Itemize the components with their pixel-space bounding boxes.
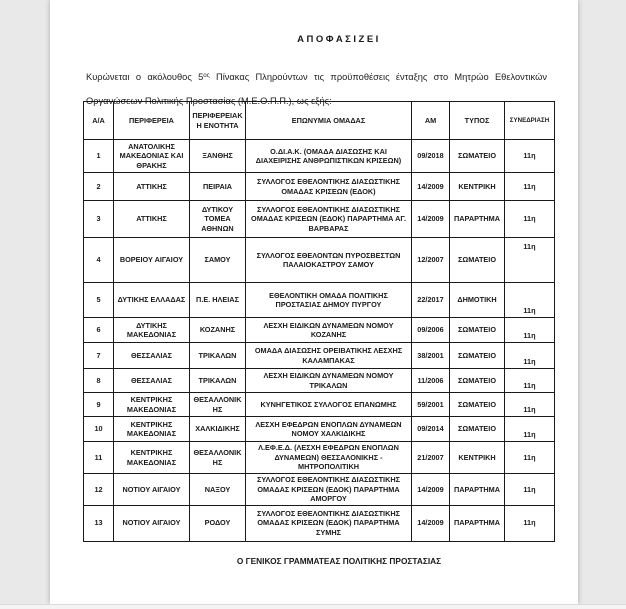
table-header xyxy=(84,102,555,140)
cell-aa: 8 xyxy=(84,369,114,393)
cell-type: ΣΩΜΑΤΕΙΟ xyxy=(450,140,505,173)
cell-session: 11η xyxy=(505,343,555,369)
cell-aa: 7 xyxy=(84,343,114,369)
cell-region: ΝΟΤΙΟΥ ΑΙΓΑΙΟΥ xyxy=(114,474,190,506)
cell-aa: 1 xyxy=(84,140,114,173)
document-page xyxy=(50,0,578,604)
table-row xyxy=(84,140,555,173)
cell-unit: ΞΑΝΘΗΣ xyxy=(190,140,246,173)
cell-type: ΠΑΡΑΡΤΗΜΑ xyxy=(450,505,505,541)
cell-am: 09/2014 xyxy=(412,417,450,442)
cell-name: ΣΥΛΛΟΓΟΣ ΕΘΕΛΟΝΤΙΚΗΣ ΔΙΑΣΩΣΤΙΚΗΣ ΟΜΑΔΑΣ ΚΡΙΣΕΩΝ (ΕΔΟΚ) ΠΑΡΑΡΤΗΜΑ ΑΜΟΡΓΟΥ xyxy=(246,474,412,506)
cell-name: Λ.ΕΦ.Ε.Δ. (ΛΕΣΧΗ ΕΦΕΔΡΩΝ ΕΝΟΠΛΩΝ ΔΥΝΑΜΕΩΝ) ΘΕΣΣΑΛΟΝΙΚΗΣ - ΜΗΤΡΟΠΟΛΙΤΙΚΗ xyxy=(246,442,412,474)
table-row xyxy=(84,393,555,417)
cell-region: ΘΕΣΣΑΛΙΑΣ xyxy=(114,369,190,393)
cell-session: 11η xyxy=(505,283,555,318)
column-header-5: ΑΜ xyxy=(412,102,450,140)
table-row xyxy=(84,201,555,238)
cell-session: 11η xyxy=(505,238,555,283)
cell-session: 11η xyxy=(505,417,555,442)
cell-aa: 2 xyxy=(84,173,114,201)
cell-am: 14/2009 xyxy=(412,173,450,201)
table-row xyxy=(84,474,555,506)
ordinal-superscript: ος xyxy=(203,72,210,80)
cell-unit: ΧΑΛΚΙΔΙΚΗΣ xyxy=(190,417,246,442)
table-row xyxy=(84,343,555,369)
cell-region: ΔΥΤΙΚΗΣ ΜΑΚΕΔΟΝΙΑΣ xyxy=(114,318,190,343)
cell-aa: 11 xyxy=(84,442,114,474)
cell-session: 11η xyxy=(505,505,555,541)
cell-type: ΣΩΜΑΤΕΙΟ xyxy=(450,417,505,442)
cell-name: ΛΕΣΧΗ ΕΦΕΔΡΩΝ ΕΝΟΠΛΩΝ ΔΥΝΑΜΕΩΝ ΝΟΜΟΥ ΧΑΛΚΙΔΙΚΗΣ xyxy=(246,417,412,442)
column-header-6: ΤΥΠΟΣ xyxy=(450,102,505,140)
volunteer-organizations-table xyxy=(83,101,555,542)
column-header-7: ΣΥΝΕΔΡΙΑΣΗ xyxy=(505,102,555,140)
cell-region: ΑΝΑΤΟΛΙΚΗΣ ΜΑΚΕΔΟΝΙΑΣ ΚΑΙ ΘΡΑΚΗΣ xyxy=(114,140,190,173)
cell-name: ΛΕΣΧΗ ΕΙΔΙΚΩΝ ΔΥΝΑΜΕΩΝ ΝΟΜΟΥ ΤΡΙΚΑΛΩΝ xyxy=(246,369,412,393)
cell-session: 11η xyxy=(505,393,555,417)
cell-region: ΚΕΝΤΡΙΚΗΣ ΜΑΚΕΔΟΝΙΑΣ xyxy=(114,393,190,417)
cell-name: ΣΥΛΛΟΓΟΣ ΕΘΕΛΟΝΤΩΝ ΠΥΡΟΣΒΕΣΤΩΝ ΠΑΛΑΙΟΚΑΣΤΡΟΥ ΣΑΜΟΥ xyxy=(246,238,412,283)
cell-session: 11η xyxy=(505,474,555,506)
cell-name: ΚΥΝΗΓΕΤΙΚΟΣ ΣΥΛΛΟΓΟΣ ΕΠΑΝΩΜΗΣ xyxy=(246,393,412,417)
cell-region: ΘΕΣΣΑΛΙΑΣ xyxy=(114,343,190,369)
cell-unit: Π.Ε. ΗΛΕΙΑΣ xyxy=(190,283,246,318)
cell-aa: 4 xyxy=(84,238,114,283)
cell-region: ΑΤΤΙΚΗΣ xyxy=(114,173,190,201)
cell-am: 11/2006 xyxy=(412,369,450,393)
cell-session: 11η xyxy=(505,442,555,474)
cell-am: 22/2017 xyxy=(412,283,450,318)
cell-am: 14/2009 xyxy=(412,201,450,238)
cell-type: ΣΩΜΑΤΕΙΟ xyxy=(450,343,505,369)
table-row xyxy=(84,283,555,318)
table-row xyxy=(84,442,555,474)
cell-am: 14/2009 xyxy=(412,505,450,541)
cell-unit: ΤΡΙΚΑΛΩΝ xyxy=(190,343,246,369)
cell-name: ΣΥΛΛΟΓΟΣ ΕΘΕΛΟΝΤΙΚΗΣ ΔΙΑΣΩΣΤΙΚΗΣ ΟΜΑΔΑΣ ΚΡΙΣΕΩΝ (ΕΔΟΚ) ΠΑΡΑΡΤΗΜΑ ΣΥΜΗΣ xyxy=(246,505,412,541)
cell-session: 11η xyxy=(505,173,555,201)
cell-am: 12/2007 xyxy=(412,238,450,283)
cell-am: 14/2009 xyxy=(412,474,450,506)
cell-session: 11η xyxy=(505,369,555,393)
signature-line: Ο ΓΕΝΙΚΟΣ ΓΡΑΜΜΑΤΕΑΣ ΠΟΛΙΤΙΚΗΣ ΠΡΟΣΤΑΣΙΑΣ xyxy=(236,556,442,566)
cell-name: ΕΘΕΛΟΝΤΙΚΗ ΟΜΑΔΑ ΠΟΛΙΤΙΚΗΣ ΠΡΟΣΤΑΣΙΑΣ ΔΗΜΟΥ ΠΥΡΓΟΥ xyxy=(246,283,412,318)
table-row xyxy=(84,173,555,201)
cell-am: 38/2001 xyxy=(412,343,450,369)
cell-aa: 13 xyxy=(84,505,114,541)
cell-type: ΣΩΜΑΤΕΙΟ xyxy=(450,393,505,417)
cell-name: ΣΥΛΛΟΓΟΣ ΕΘΕΛΟΝΤΙΚΗΣ ΔΙΑΣΩΣΤΙΚΗΣ ΟΜΑΔΑΣ ΚΡΙΣΕΩΝ (ΕΔΟΚ) ΠΑΡΑΡΤΗΜΑ ΑΓ. ΒΑΡΒΑΡΑΣ xyxy=(246,201,412,238)
cell-type: ΣΩΜΑΤΕΙΟ xyxy=(450,238,505,283)
cell-region: ΚΕΝΤΡΙΚΗΣ ΜΑΚΕΔΟΝΙΑΣ xyxy=(114,442,190,474)
cell-name: ΟΜΑΔΑ ΔΙΑΣΩΣΗΣ ΟΡΕΙΒΑΤΙΚΗΣ ΛΕΣΧΗΣ ΚΑΛΑΜΠΑΚΑΣ xyxy=(246,343,412,369)
table-row xyxy=(84,318,555,343)
cell-am: 21/2007 xyxy=(412,442,450,474)
cell-region: ΒΟΡΕΙΟΥ ΑΙΓΑΙΟΥ xyxy=(114,238,190,283)
cell-am: 59/2001 xyxy=(412,393,450,417)
cell-name: ΣΥΛΛΟΓΟΣ ΕΘΕΛΟΝΤΙΚΗΣ ΔΙΑΣΩΣΤΙΚΗΣ ΟΜΑΔΑΣ ΚΡΙΣΕΩΝ (ΕΔΟΚ) xyxy=(246,173,412,201)
cell-type: ΣΩΜΑΤΕΙΟ xyxy=(450,369,505,393)
cell-aa: 3 xyxy=(84,201,114,238)
column-header-2: ΠΕΡΙΦΕΡΕΙΑ xyxy=(114,102,190,140)
cell-unit: ΡΟΔΟΥ xyxy=(190,505,246,541)
cell-am: 09/2018 xyxy=(412,140,450,173)
decision-heading: ΑΠΟΦΑΣΙΖΕΙ xyxy=(297,34,381,45)
cell-region: ΚΕΝΤΡΙΚΗΣ ΜΑΚΕΔΟΝΙΑΣ xyxy=(114,417,190,442)
table-row xyxy=(84,505,555,541)
table-row xyxy=(84,417,555,442)
cell-session: 11η xyxy=(505,201,555,238)
column-header-1: Α/Α xyxy=(84,102,114,140)
cell-name: ΛΕΣΧΗ ΕΙΔΙΚΩΝ ΔΥΝΑΜΕΩΝ ΝΟΜΟΥ ΚΟΖΑΝΗΣ xyxy=(246,318,412,343)
column-header-3: ΠΕΡΙΦΕΡΕΙΑΚΗ ΕΝΟΤΗΤΑ xyxy=(190,102,246,140)
cell-unit: ΝΑΞΟΥ xyxy=(190,474,246,506)
cell-type: ΠΑΡΑΡΤΗΜΑ xyxy=(450,201,505,238)
cell-type: ΠΑΡΑΡΤΗΜΑ xyxy=(450,474,505,506)
cell-region: ΑΤΤΙΚΗΣ xyxy=(114,201,190,238)
cell-name: Ο.ΔΙ.Α.Κ. (ΟΜΑΔΑ ΔΙΑΣΩΣΗΣ ΚΑΙ ΔΙΑΧΕΙΡΙΣΗΣ ΑΝΘΡΩΠΙΣΤΙΚΩΝ ΚΡΙΣΕΩΝ) xyxy=(246,140,412,173)
table-header-row xyxy=(84,102,555,140)
cell-unit: ΘΕΣΑΛΛΟΝΙΚΗΣ xyxy=(190,442,246,474)
table-body xyxy=(84,140,555,542)
cell-aa: 12 xyxy=(84,474,114,506)
cell-unit: ΣΑΜΟΥ xyxy=(190,238,246,283)
cell-aa: 10 xyxy=(84,417,114,442)
cell-aa: 6 xyxy=(84,318,114,343)
cell-unit: ΘΕΣΑΛΛΟΝΙΚΗΣ xyxy=(190,393,246,417)
table-row xyxy=(84,238,555,283)
cell-region: ΔΥΤΙΚΗΣ ΕΛΛΑΔΑΣ xyxy=(114,283,190,318)
cell-aa: 5 xyxy=(84,283,114,318)
viewer-bottom-margin xyxy=(0,604,626,609)
cell-unit: ΠΕΙΡΑΙΑ xyxy=(190,173,246,201)
cell-session: 11η xyxy=(505,318,555,343)
cell-session: 11η xyxy=(505,140,555,173)
intro-text-start: Κυρώνεται ο ακόλουθος 5 xyxy=(86,72,204,83)
table-row xyxy=(84,369,555,393)
cell-region: ΝΟΤΙΟΥ ΑΙΓΑΙΟΥ xyxy=(114,505,190,541)
cell-am: 09/2006 xyxy=(412,318,450,343)
cell-unit: ΤΡΙΚΑΛΩΝ xyxy=(190,369,246,393)
cell-aa: 9 xyxy=(84,393,114,417)
cell-unit: ΚΟΖΑΝΗΣ xyxy=(190,318,246,343)
cell-type: ΔΗΜΟΤΙΚΗ xyxy=(450,283,505,318)
cell-type: ΚΕΝΤΡΙΚΗ xyxy=(450,173,505,201)
cell-unit: ΔΥΤΙΚΟΥ ΤΟΜΕΑ ΑΘΗΝΩΝ xyxy=(190,201,246,238)
intro-text-end: Πίνακας Πληρούντων τις προϋποθέσεις ένταξης στο Μητρώο Εθελοντικών Οργανώσεων Πολιτικής Προστασίας (Μ.Ε.Ο.Π.Π.), ως εξής: xyxy=(86,72,547,107)
column-header-4: ΕΠΩΝΥΜΙΑ ΟΜΑΔΑΣ xyxy=(246,102,412,140)
cell-type: ΚΕΝΤΡΙΚΗ xyxy=(450,442,505,474)
cell-type: ΣΩΜΑΤΕΙΟ xyxy=(450,318,505,343)
